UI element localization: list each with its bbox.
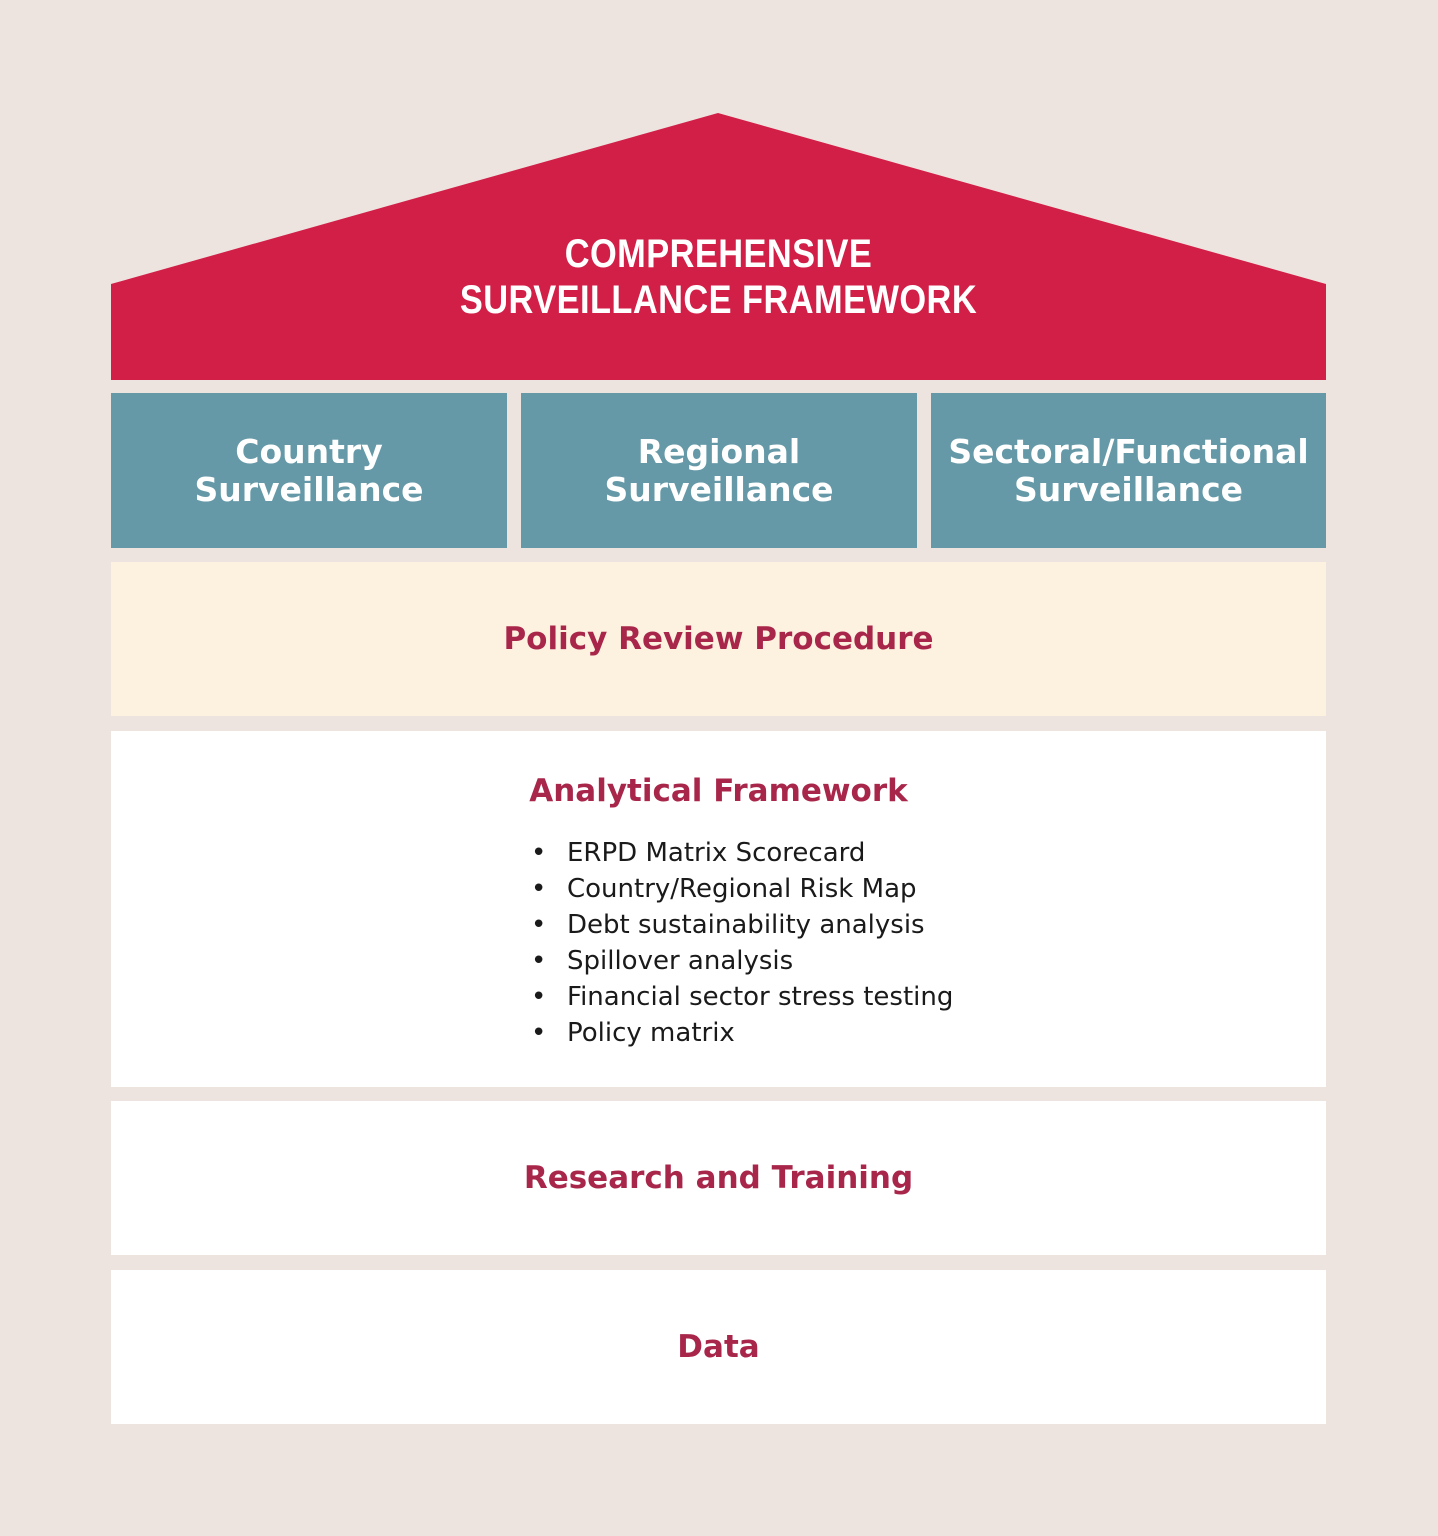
list-item xyxy=(531,907,953,943)
list-item-text: Financial sector stress testing xyxy=(567,982,954,1012)
roof xyxy=(111,113,1326,380)
list-item xyxy=(531,1015,953,1051)
analytical-framework-list xyxy=(531,835,953,1051)
bullet-icon: • xyxy=(531,1018,547,1048)
analytical-framework-title: Analytical Framework xyxy=(529,773,908,809)
pillar-label-line-1: Sectoral/Functional xyxy=(948,431,1309,471)
pillar-label-line-2: Surveillance xyxy=(604,469,834,509)
bullet-icon: • xyxy=(531,874,547,904)
framework-title-line-1: COMPREHENSIVE xyxy=(564,232,873,276)
data-band xyxy=(111,1270,1326,1424)
pillar-regional-surveillance xyxy=(521,393,917,548)
pillar-label-line-1: Country xyxy=(235,431,383,471)
list-item-text: Spillover analysis xyxy=(567,946,794,976)
pillar-label-line-2: Surveillance xyxy=(194,469,424,509)
data-label: Data xyxy=(677,1329,760,1365)
list-item xyxy=(531,835,953,871)
analytical-framework-band xyxy=(111,731,1326,1087)
list-item xyxy=(531,943,953,979)
list-item-text: ERPD Matrix Scorecard xyxy=(567,838,866,868)
research-training-label: Research and Training xyxy=(523,1160,914,1196)
policy-review-band xyxy=(111,562,1326,716)
bullet-icon: • xyxy=(531,910,547,940)
pillar-label-line-1: Regional xyxy=(637,431,801,471)
bullet-icon: • xyxy=(531,946,547,976)
framework-title xyxy=(196,231,1241,323)
pillar-country-surveillance xyxy=(111,393,507,548)
list-item xyxy=(531,979,953,1015)
policy-review-label: Policy Review Procedure xyxy=(503,621,934,657)
list-item xyxy=(531,871,953,907)
framework-title-line-2: SURVEILLANCE FRAMEWORK xyxy=(459,278,978,322)
pillar-label-line-2: Surveillance xyxy=(1013,469,1244,509)
list-item-text: Debt sustainability analysis xyxy=(567,910,925,940)
pillar-sectoral-functional-surveillance xyxy=(931,393,1326,548)
bullet-icon: • xyxy=(531,838,547,868)
research-training-band xyxy=(111,1101,1326,1255)
list-item-text: Country/Regional Risk Map xyxy=(567,874,917,904)
list-item-text: Policy matrix xyxy=(567,1018,735,1048)
bullet-icon: • xyxy=(531,982,547,1012)
